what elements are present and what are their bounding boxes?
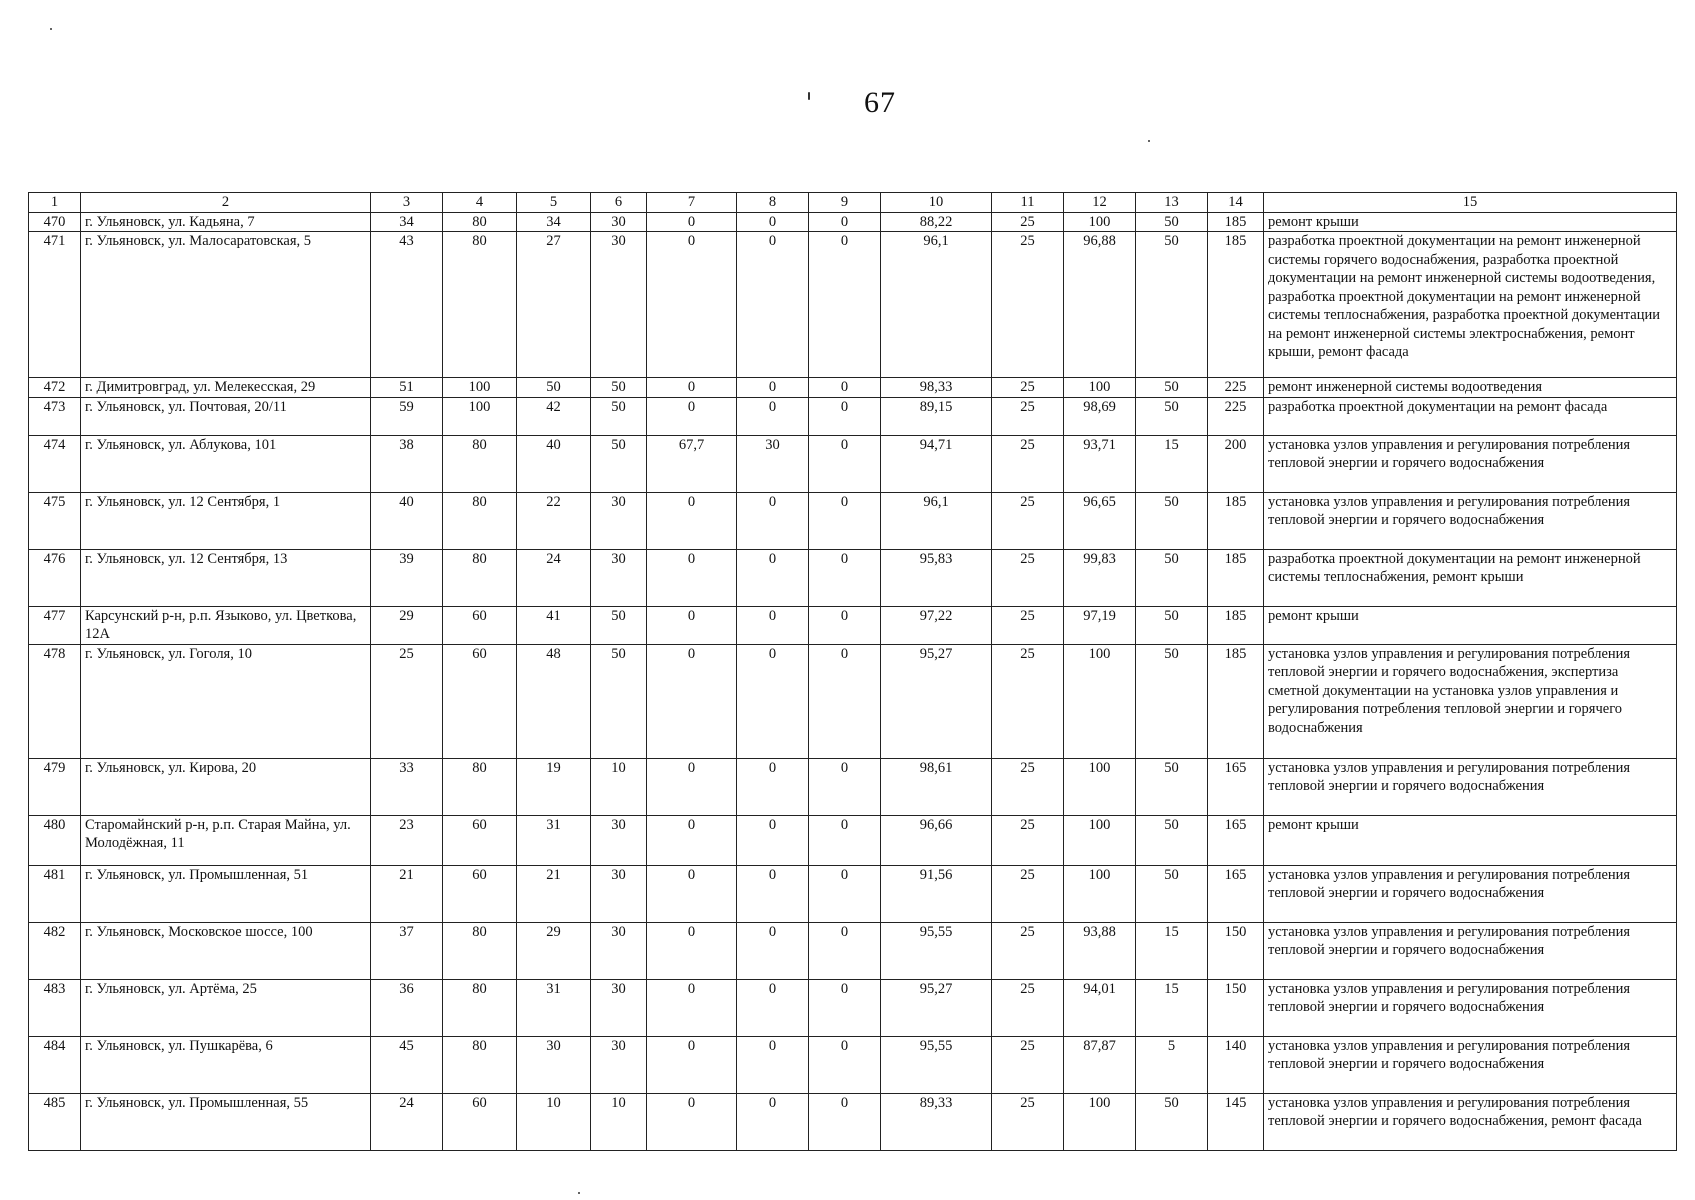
cell-col-9: 0 [809, 1093, 881, 1150]
cell-col-12: 94,01 [1064, 979, 1136, 1036]
table-row [29, 549, 1677, 606]
cell-col-10: 98,33 [881, 378, 992, 398]
cell-col-12: 96,65 [1064, 492, 1136, 549]
cell-col-5: 19 [517, 758, 591, 815]
cell-col-3: 39 [371, 549, 443, 606]
cell-col-11: 25 [992, 549, 1064, 606]
cell-col-8: 0 [737, 606, 809, 644]
cell-col-11: 25 [992, 1093, 1064, 1150]
cell-col-3: 43 [371, 232, 443, 378]
cell-col-12: 100 [1064, 815, 1136, 865]
cell-col-12: 96,88 [1064, 232, 1136, 378]
column-header-2: 2 [81, 193, 371, 213]
cell-col-6: 30 [591, 815, 647, 865]
cell-col-9: 0 [809, 492, 881, 549]
cell-col-9: 0 [809, 865, 881, 922]
works-cell: разработка проектной документации на ремонт инженерной системы теплоснабжения, ремонт крыши [1264, 549, 1677, 606]
cell-col-9: 0 [809, 435, 881, 492]
column-header-11: 11 [992, 193, 1064, 213]
cell-col-4: 80 [443, 232, 517, 378]
column-header-12: 12 [1064, 193, 1136, 213]
row-number: 477 [29, 606, 81, 644]
cell-col-11: 25 [992, 758, 1064, 815]
cell-col-6: 50 [591, 644, 647, 758]
address-cell: г. Ульяновск, ул. 12 Сентября, 13 [81, 549, 371, 606]
cell-col-9: 0 [809, 606, 881, 644]
table-row [29, 1036, 1677, 1093]
cell-col-5: 29 [517, 922, 591, 979]
cell-col-13: 50 [1136, 815, 1208, 865]
row-number: 474 [29, 435, 81, 492]
cell-col-7: 0 [647, 1093, 737, 1150]
cell-col-9: 0 [809, 979, 881, 1036]
cell-col-14: 185 [1208, 212, 1264, 232]
cell-col-6: 50 [591, 435, 647, 492]
cell-col-13: 50 [1136, 378, 1208, 398]
cell-col-12: 87,87 [1064, 1036, 1136, 1093]
table-row [29, 922, 1677, 979]
page-number: 67 [864, 86, 896, 119]
cell-col-5: 21 [517, 865, 591, 922]
cell-col-14: 150 [1208, 979, 1264, 1036]
cell-col-13: 5 [1136, 1036, 1208, 1093]
cell-col-14: 165 [1208, 865, 1264, 922]
address-cell: Карсунский р-н, р.п. Языково, ул. Цветкова, 12А [81, 606, 371, 644]
works-cell: установка узлов управления и регулирования потребления тепловой энергии и горячего водоснабжения, экспертиза сметной документации на установка узлов управления и регулирования потребления тепловой энергии и горячего водоснабжения [1264, 644, 1677, 758]
address-cell: г. Ульяновск, ул. Кадьяна, 7 [81, 212, 371, 232]
cell-col-7: 0 [647, 644, 737, 758]
cell-col-10: 95,27 [881, 979, 992, 1036]
cell-col-13: 50 [1136, 212, 1208, 232]
works-cell: ремонт крыши [1264, 212, 1677, 232]
cell-col-5: 10 [517, 1093, 591, 1150]
cell-col-3: 24 [371, 1093, 443, 1150]
cell-col-12: 100 [1064, 758, 1136, 815]
cell-col-12: 98,69 [1064, 397, 1136, 435]
cell-col-9: 0 [809, 815, 881, 865]
column-header-1: 1 [29, 193, 81, 213]
column-header-10: 10 [881, 193, 992, 213]
works-cell: установка узлов управления и регулирования потребления тепловой энергии и горячего водоснабжения [1264, 922, 1677, 979]
works-cell: разработка проектной документации на ремонт фасада [1264, 397, 1677, 435]
cell-col-9: 0 [809, 644, 881, 758]
cell-col-14: 225 [1208, 378, 1264, 398]
column-header-13: 13 [1136, 193, 1208, 213]
works-cell: установка узлов управления и регулирования потребления тепловой энергии и горячего водоснабжения [1264, 979, 1677, 1036]
address-cell: г. Ульяновск, ул. Промышленная, 55 [81, 1093, 371, 1150]
cell-col-10: 96,1 [881, 232, 992, 378]
cell-col-12: 93,88 [1064, 922, 1136, 979]
row-number: 476 [29, 549, 81, 606]
cell-col-12: 93,71 [1064, 435, 1136, 492]
scan-speck [578, 1192, 580, 1194]
cell-col-11: 25 [992, 212, 1064, 232]
cell-col-10: 95,83 [881, 549, 992, 606]
cell-col-4: 60 [443, 1093, 517, 1150]
cell-col-13: 15 [1136, 922, 1208, 979]
cell-col-13: 50 [1136, 492, 1208, 549]
cell-col-11: 25 [992, 1036, 1064, 1093]
column-header-6: 6 [591, 193, 647, 213]
cell-col-5: 40 [517, 435, 591, 492]
cell-col-9: 0 [809, 922, 881, 979]
cell-col-5: 50 [517, 378, 591, 398]
row-number: 485 [29, 1093, 81, 1150]
address-cell: г. Ульяновск, ул. Малосаратовская, 5 [81, 232, 371, 378]
scan-speck [50, 28, 52, 30]
table-row [29, 815, 1677, 865]
cell-col-12: 100 [1064, 644, 1136, 758]
row-number: 480 [29, 815, 81, 865]
cell-col-7: 0 [647, 397, 737, 435]
cell-col-7: 0 [647, 815, 737, 865]
cell-col-12: 100 [1064, 865, 1136, 922]
cell-col-7: 0 [647, 378, 737, 398]
address-cell: Старомайнский р-н, р.п. Старая Майна, ул. Молодёжная, 11 [81, 815, 371, 865]
cell-col-4: 80 [443, 922, 517, 979]
cell-col-7: 0 [647, 606, 737, 644]
cell-col-3: 40 [371, 492, 443, 549]
works-cell: установка узлов управления и регулирования потребления тепловой энергии и горячего водоснабжения [1264, 865, 1677, 922]
cell-col-6: 30 [591, 492, 647, 549]
cell-col-6: 30 [591, 1036, 647, 1093]
cell-col-8: 0 [737, 1093, 809, 1150]
column-header-5: 5 [517, 193, 591, 213]
cell-col-3: 51 [371, 378, 443, 398]
cell-col-10: 96,1 [881, 492, 992, 549]
cell-col-8: 0 [737, 865, 809, 922]
cell-col-14: 140 [1208, 1036, 1264, 1093]
cell-col-10: 95,55 [881, 1036, 992, 1093]
cell-col-5: 41 [517, 606, 591, 644]
table-row [29, 397, 1677, 435]
column-header-9: 9 [809, 193, 881, 213]
cell-col-3: 36 [371, 979, 443, 1036]
address-cell: г. Ульяновск, ул. Кирова, 20 [81, 758, 371, 815]
cell-col-11: 25 [992, 232, 1064, 378]
cell-col-8: 0 [737, 492, 809, 549]
cell-col-10: 95,27 [881, 644, 992, 758]
cell-col-8: 0 [737, 232, 809, 378]
cell-col-13: 50 [1136, 549, 1208, 606]
cell-col-13: 50 [1136, 232, 1208, 378]
cell-col-9: 0 [809, 758, 881, 815]
row-number: 471 [29, 232, 81, 378]
cell-col-4: 60 [443, 865, 517, 922]
cell-col-14: 185 [1208, 549, 1264, 606]
works-cell: установка узлов управления и регулирования потребления тепловой энергии и горячего водоснабжения [1264, 435, 1677, 492]
address-cell: г. Димитровград, ул. Мелекесская, 29 [81, 378, 371, 398]
cell-col-8: 0 [737, 922, 809, 979]
cell-col-10: 88,22 [881, 212, 992, 232]
column-header-row [29, 193, 1677, 213]
table-body [29, 212, 1677, 1150]
row-number: 478 [29, 644, 81, 758]
cell-col-11: 25 [992, 435, 1064, 492]
cell-col-9: 0 [809, 549, 881, 606]
address-cell: г. Ульяновск, ул. Аблукова, 101 [81, 435, 371, 492]
cell-col-12: 100 [1064, 1093, 1136, 1150]
cell-col-14: 145 [1208, 1093, 1264, 1150]
cell-col-6: 30 [591, 865, 647, 922]
column-header-15: 15 [1264, 193, 1677, 213]
cell-col-3: 25 [371, 644, 443, 758]
cell-col-3: 45 [371, 1036, 443, 1093]
cell-col-5: 48 [517, 644, 591, 758]
cell-col-9: 0 [809, 378, 881, 398]
row-number: 475 [29, 492, 81, 549]
works-cell: ремонт крыши [1264, 815, 1677, 865]
address-cell: г. Ульяновск, ул. Промышленная, 51 [81, 865, 371, 922]
row-number: 483 [29, 979, 81, 1036]
cell-col-6: 10 [591, 758, 647, 815]
cell-col-14: 225 [1208, 397, 1264, 435]
cell-col-4: 80 [443, 758, 517, 815]
cell-col-6: 10 [591, 1093, 647, 1150]
cell-col-8: 0 [737, 644, 809, 758]
table-row [29, 979, 1677, 1036]
cell-col-3: 38 [371, 435, 443, 492]
cell-col-11: 25 [992, 979, 1064, 1036]
cell-col-7: 0 [647, 232, 737, 378]
cell-col-14: 185 [1208, 492, 1264, 549]
cell-col-13: 15 [1136, 979, 1208, 1036]
cell-col-5: 42 [517, 397, 591, 435]
cell-col-5: 31 [517, 979, 591, 1036]
cell-col-14: 165 [1208, 758, 1264, 815]
works-cell: ремонт крыши [1264, 606, 1677, 644]
cell-col-13: 50 [1136, 606, 1208, 644]
cell-col-9: 0 [809, 232, 881, 378]
cell-col-13: 50 [1136, 758, 1208, 815]
cell-col-9: 0 [809, 397, 881, 435]
column-header-14: 14 [1208, 193, 1264, 213]
cell-col-3: 23 [371, 815, 443, 865]
cell-col-8: 0 [737, 815, 809, 865]
cell-col-7: 0 [647, 492, 737, 549]
cell-col-4: 80 [443, 212, 517, 232]
table-row [29, 758, 1677, 815]
cell-col-8: 0 [737, 212, 809, 232]
works-cell: установка узлов управления и регулирования потребления тепловой энергии и горячего водоснабжения [1264, 1036, 1677, 1093]
cell-col-14: 150 [1208, 922, 1264, 979]
registry-table [28, 192, 1677, 1151]
row-number: 484 [29, 1036, 81, 1093]
row-number: 473 [29, 397, 81, 435]
address-cell: г. Ульяновск, Московское шоссе, 100 [81, 922, 371, 979]
works-cell: ремонт инженерной системы водоотведения [1264, 378, 1677, 398]
cell-col-3: 34 [371, 212, 443, 232]
address-cell: г. Ульяновск, ул. Почтовая, 20/11 [81, 397, 371, 435]
cell-col-14: 185 [1208, 644, 1264, 758]
table-row [29, 378, 1677, 398]
cell-col-10: 89,15 [881, 397, 992, 435]
cell-col-12: 97,19 [1064, 606, 1136, 644]
cell-col-4: 60 [443, 644, 517, 758]
cell-col-3: 59 [371, 397, 443, 435]
cell-col-10: 98,61 [881, 758, 992, 815]
table-row [29, 212, 1677, 232]
row-number: 472 [29, 378, 81, 398]
table-row [29, 606, 1677, 644]
row-number: 479 [29, 758, 81, 815]
cell-col-10: 89,33 [881, 1093, 992, 1150]
cell-col-8: 0 [737, 979, 809, 1036]
cell-col-6: 30 [591, 212, 647, 232]
cell-col-3: 21 [371, 865, 443, 922]
cell-col-10: 94,71 [881, 435, 992, 492]
cell-col-7: 0 [647, 865, 737, 922]
table-row [29, 1093, 1677, 1150]
column-header-4: 4 [443, 193, 517, 213]
cell-col-12: 100 [1064, 378, 1136, 398]
address-cell: г. Ульяновск, ул. Пушкарёва, 6 [81, 1036, 371, 1093]
cell-col-3: 33 [371, 758, 443, 815]
scan-speck [1148, 140, 1150, 142]
cell-col-7: 0 [647, 922, 737, 979]
column-header-8: 8 [737, 193, 809, 213]
cell-col-5: 27 [517, 232, 591, 378]
cell-col-6: 50 [591, 606, 647, 644]
works-cell: разработка проектной документации на ремонт инженерной системы горячего водоснабжения, разработка проектной документации на ремонт инженерной системы водоотведения, разработка проектной документации на ремонт инженерной системы теплоснабжения, разработка проектной документации на ремонт инженерной системы электроснабжения, ремонт крыши, ремонт фасада [1264, 232, 1677, 378]
cell-col-8: 0 [737, 549, 809, 606]
cell-col-6: 30 [591, 549, 647, 606]
cell-col-11: 25 [992, 922, 1064, 979]
cell-col-13: 50 [1136, 865, 1208, 922]
cell-col-7: 0 [647, 1036, 737, 1093]
cell-col-14: 185 [1208, 606, 1264, 644]
cell-col-6: 30 [591, 922, 647, 979]
row-number: 482 [29, 922, 81, 979]
cell-col-13: 50 [1136, 1093, 1208, 1150]
cell-col-10: 97,22 [881, 606, 992, 644]
cell-col-4: 60 [443, 815, 517, 865]
cell-col-12: 100 [1064, 212, 1136, 232]
cell-col-6: 30 [591, 979, 647, 1036]
table-row [29, 435, 1677, 492]
cell-col-10: 96,66 [881, 815, 992, 865]
works-cell: установка узлов управления и регулирования потребления тепловой энергии и горячего водоснабжения, ремонт фасада [1264, 1093, 1677, 1150]
cell-col-3: 37 [371, 922, 443, 979]
table-row [29, 232, 1677, 378]
cell-col-4: 80 [443, 435, 517, 492]
cell-col-11: 25 [992, 492, 1064, 549]
works-cell: установка узлов управления и регулирования потребления тепловой энергии и горячего водоснабжения [1264, 758, 1677, 815]
cell-col-4: 80 [443, 549, 517, 606]
scan-speck [808, 92, 810, 100]
cell-col-11: 25 [992, 865, 1064, 922]
column-header-3: 3 [371, 193, 443, 213]
cell-col-13: 15 [1136, 435, 1208, 492]
cell-col-11: 25 [992, 397, 1064, 435]
works-cell: установка узлов управления и регулирования потребления тепловой энергии и горячего водоснабжения [1264, 492, 1677, 549]
cell-col-14: 200 [1208, 435, 1264, 492]
cell-col-8: 0 [737, 1036, 809, 1093]
row-number: 470 [29, 212, 81, 232]
cell-col-13: 50 [1136, 397, 1208, 435]
table-row [29, 644, 1677, 758]
cell-col-7: 0 [647, 979, 737, 1036]
address-cell: г. Ульяновск, ул. Артёма, 25 [81, 979, 371, 1036]
table-row [29, 492, 1677, 549]
address-cell: г. Ульяновск, ул. 12 Сентября, 1 [81, 492, 371, 549]
cell-col-14: 165 [1208, 815, 1264, 865]
cell-col-5: 31 [517, 815, 591, 865]
cell-col-4: 80 [443, 979, 517, 1036]
cell-col-4: 80 [443, 492, 517, 549]
cell-col-11: 25 [992, 606, 1064, 644]
table-row [29, 865, 1677, 922]
cell-col-4: 100 [443, 378, 517, 398]
column-header-7: 7 [647, 193, 737, 213]
cell-col-13: 50 [1136, 644, 1208, 758]
cell-col-6: 50 [591, 397, 647, 435]
address-cell: г. Ульяновск, ул. Гоголя, 10 [81, 644, 371, 758]
cell-col-11: 25 [992, 378, 1064, 398]
cell-col-7: 0 [647, 549, 737, 606]
cell-col-5: 34 [517, 212, 591, 232]
cell-col-8: 0 [737, 378, 809, 398]
cell-col-12: 99,83 [1064, 549, 1136, 606]
cell-col-3: 29 [371, 606, 443, 644]
cell-col-4: 60 [443, 606, 517, 644]
cell-col-4: 100 [443, 397, 517, 435]
cell-col-9: 0 [809, 212, 881, 232]
cell-col-4: 80 [443, 1036, 517, 1093]
cell-col-5: 24 [517, 549, 591, 606]
cell-col-8: 0 [737, 758, 809, 815]
cell-col-11: 25 [992, 644, 1064, 758]
cell-col-8: 30 [737, 435, 809, 492]
cell-col-9: 0 [809, 1036, 881, 1093]
cell-col-6: 30 [591, 232, 647, 378]
cell-col-11: 25 [992, 815, 1064, 865]
cell-col-7: 0 [647, 758, 737, 815]
cell-col-6: 50 [591, 378, 647, 398]
cell-col-10: 91,56 [881, 865, 992, 922]
row-number: 481 [29, 865, 81, 922]
cell-col-5: 22 [517, 492, 591, 549]
cell-col-5: 30 [517, 1036, 591, 1093]
cell-col-14: 185 [1208, 232, 1264, 378]
cell-col-7: 0 [647, 212, 737, 232]
cell-col-8: 0 [737, 397, 809, 435]
cell-col-10: 95,55 [881, 922, 992, 979]
cell-col-7: 67,7 [647, 435, 737, 492]
